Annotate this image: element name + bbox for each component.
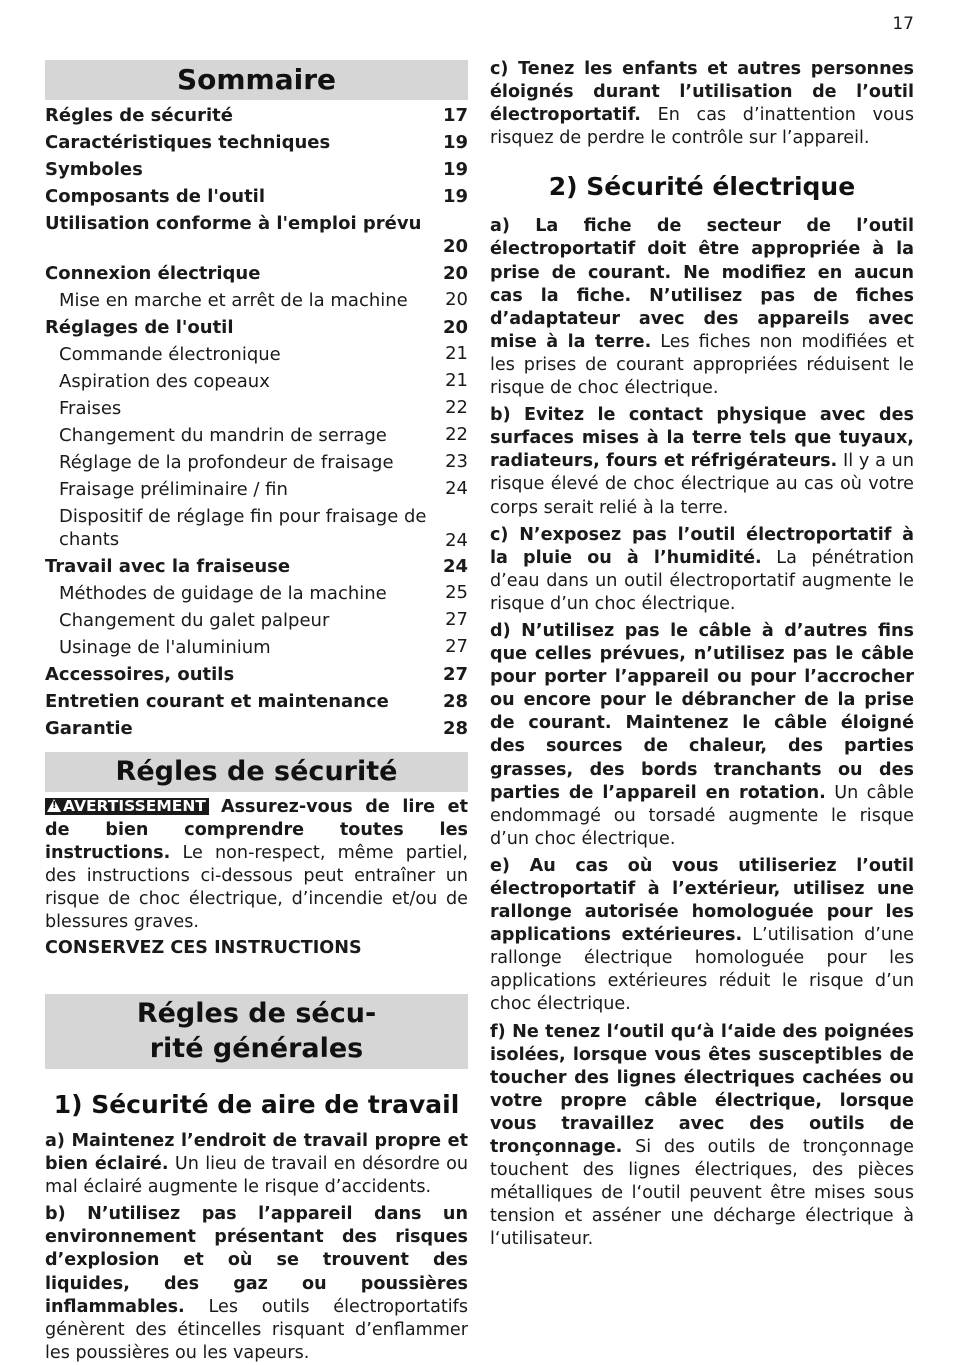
toc-entry-title: Fraisage préliminaire / fin [59, 479, 288, 500]
section1-body [45, 1130, 468, 1365]
regles-securite-heading: Régles de sécurité [45, 752, 468, 792]
toc-entry-title: Garantie [45, 718, 133, 739]
toc-entry-page: 17 [442, 104, 468, 126]
section2-heading: 2) Sécurité électrique [548, 172, 856, 202]
toc-entry[interactable] [45, 689, 468, 716]
toc-entry-title: Changement du mandrin de serrage [59, 425, 387, 446]
section2-item-a [490, 215, 914, 400]
toc-entry-page: 19 [442, 158, 468, 180]
toc-entry-title: Accessoires, outils [45, 664, 235, 685]
item-bold-text: b) N’utilisez pas l’appareil dans un environnement présentant des risques d’explosion et où se trouvent des liquides, des gaz ou poussières inflammables. [45, 1204, 468, 1317]
toc-entry-title: Connexion électrique [45, 263, 261, 284]
warning-paragraph [45, 796, 468, 935]
item-body-text: Un câble endommagé ou torsadé augmente le risque d’un choc électrique. [490, 782, 914, 849]
warning-label-text: AVERTISSEMENT [63, 797, 206, 815]
toc-entry-title: Usinage de l'aluminium [59, 637, 271, 658]
toc-entry-page: 22 [445, 423, 468, 445]
toc-entry-page: 22 [445, 396, 468, 418]
toc-entry-title: Utilisation conforme à l'emploi prévu [45, 213, 422, 234]
toc-entry-page: 19 [442, 185, 468, 207]
warning-body-text: Le non-respect, même partiel, des instructions ci-dessous peut entraîner un risque de choc électrique, d’incendie et/ou de blessures graves. [45, 843, 469, 933]
toc-entry-page: 25 [445, 581, 468, 603]
toc-entry[interactable] [45, 103, 468, 130]
toc-entry-page: 24 [445, 477, 468, 499]
toc-entry-page: 23 [445, 450, 468, 472]
toc-entry-title: Travail avec la fraiseuse [45, 556, 291, 577]
item-bold-text: c) Tenez les enfants et autres personnes éloignés durant l’utilisation de l’outil électroportatif. [490, 59, 914, 126]
toc-entry-title: Aspiration des copeaux [59, 371, 270, 392]
toc-entry-title: Mise en marche et arrêt de la machine [59, 290, 408, 311]
toc-subentry[interactable] [45, 369, 468, 396]
warning-bold-text: Assurez-vous de lire et de bien comprendre toutes les instructions. [45, 797, 468, 864]
toc-subentry[interactable] [45, 477, 468, 504]
toc-entry-title: Dispositif de réglage fin pour fraisage de chants [59, 506, 427, 550]
item-body-text: L’utilisation d’une rallonge électrique homologuée pour les applications extérieures réduit le risque d’un choc électrique. [490, 925, 914, 1015]
item-body-text: Si des outils de tronçonnage touchent des lignes électriques, des pièces métalliques de l‘outil peuvent être mises sous tension et asséner une décharge électrique à l‘utilisateur. [490, 1137, 914, 1250]
toc-entry-page: 20 [445, 288, 468, 310]
item-body-text: Les outils électroportatifs génèrent des étincelles risquant d’enflammer les poussières ou les vapeurs. [45, 1296, 469, 1363]
toc-entry-page: 20 [442, 262, 468, 284]
page-number: 17 [892, 14, 914, 34]
toc-subentry[interactable] [45, 581, 468, 608]
item-bold-text: a) Maintenez l’endroit de travail propre et bien éclairé. [45, 1131, 468, 1175]
warning-triangle-icon [47, 799, 61, 812]
toc-entry-page: 27 [445, 635, 468, 657]
toc-entry[interactable] [45, 157, 468, 184]
regles-generales-heading [45, 994, 468, 1069]
item-bold-text: a) La fiche de secteur de l’outil électroportatif doit être appropriée à la prise de courant. Ne modifiez en aucun cas la fiche. N’utilisez pas de fiches d’adaptateur avec des appareils avec mise à la terre. [490, 216, 914, 352]
warning-label [45, 798, 209, 815]
toc-entry-page: 19 [442, 131, 468, 153]
section2-item-d [490, 620, 914, 851]
toc-subentry[interactable] [45, 342, 468, 369]
section2-item-f [490, 1021, 914, 1252]
toc-entry-page: 27 [442, 663, 468, 685]
section1-heading: 1) Sécurité de aire de travail [53, 1090, 460, 1119]
toc-subentry[interactable] [45, 396, 468, 423]
section1-item-b [45, 1203, 468, 1365]
toc-entry-page: 20 [442, 235, 468, 257]
toc-entry-page: 21 [445, 342, 468, 364]
item-body-text: Il y a un risque élevé de choc électrique au cas où votre corps serait relié à la terre. [490, 451, 914, 518]
item-bold-text: e) Au cas où vous utiliseriez l’outil électroportatif à l’extérieur, utilisez une rallonge autorisée homologuée pour les applications extérieures. [490, 855, 914, 946]
section1-item-a [45, 1130, 468, 1199]
toc-entry-page: 28 [442, 717, 468, 739]
item-body-text: La pénétration d’eau dans un outil électroportatif augmente le risque d’un choc électrique. [490, 547, 914, 614]
toc-entry[interactable] [45, 211, 468, 261]
toc-entry-page: 21 [445, 369, 468, 391]
toc-subentry[interactable] [45, 504, 468, 554]
regles-generales-heading-line2: rité générales [149, 1033, 364, 1064]
toc-entry-page: 27 [445, 608, 468, 630]
toc-entry-page: 24 [445, 529, 468, 551]
toc-entry[interactable] [45, 184, 468, 211]
table-of-contents [45, 103, 468, 743]
toc-entry-title: Régles de sécurité [45, 105, 233, 126]
item-bold-text: f) Ne tenez l‘outil qu‘à l‘aide des poignées isolées, lorsque vous êtes susceptibles de toucher des lignes électriques cachées ou votre propre câble électrique, lorsque vous travaillez avec des outils de tronçonnage. [490, 1021, 914, 1158]
item-bold-text: c) N’exposez pas l’outil électroportatif à la pluie ou à l’humidité. [490, 524, 914, 568]
item-body-text: Un lieu de travail en désordre ou mal éclairé augmente le risque d’accidents. [45, 1154, 469, 1198]
toc-subentry[interactable] [45, 423, 468, 450]
sommaire-heading: Sommaire [45, 60, 468, 100]
section2-item-c [490, 524, 914, 616]
toc-entry-page: 28 [442, 690, 468, 712]
toc-entry[interactable] [45, 261, 468, 288]
toc-entry-page: 24 [442, 555, 468, 577]
item-bold-text: b) Evitez le contact physique avec des surfaces mises à la terre tels que tuyaux, radiateurs, fours et réfrigérateurs. [490, 405, 914, 472]
section2-item-b [490, 404, 914, 519]
toc-entry[interactable] [45, 716, 468, 743]
regles-generales-heading-line1: Régles de sécu- [136, 998, 377, 1029]
toc-entry-title: Caractéristiques techniques [45, 132, 331, 153]
right-column-flow [490, 58, 914, 1252]
toc-entry-page: 20 [442, 316, 468, 338]
toc-entry-title: Symboles [45, 159, 143, 180]
toc-entry[interactable] [45, 662, 468, 689]
toc-entry-title: Changement du galet palpeur [59, 610, 330, 631]
toc-subentry[interactable] [45, 450, 468, 477]
toc-entry-title: Réglages de l'outil [45, 317, 234, 338]
toc-entry[interactable] [45, 315, 468, 342]
section2-item-e [490, 855, 914, 1017]
item-body-text: En cas d’inattention vous risquez de perdre le contrôle sur l’appareil. [490, 105, 915, 149]
toc-entry-title: Composants de l'outil [45, 186, 266, 207]
item-body-text: Les fiches non modifiées et les prises de courant appropriées réduisent le risque de choc électrique. [490, 331, 915, 399]
toc-subentry[interactable] [45, 608, 468, 635]
toc-entry-title: Méthodes de guidage de la machine [59, 583, 387, 604]
toc-entry-title: Entretien courant et maintenance [45, 691, 389, 712]
toc-subentry[interactable] [45, 288, 468, 315]
toc-entry-title: Réglage de la profondeur de fraisage [59, 452, 394, 473]
section1-item-c [490, 58, 914, 150]
keep-instructions: CONSERVEZ CES INSTRUCTIONS [45, 938, 362, 958]
item-bold-text: d) N’utilisez pas le câble à d’autres fins que celles prévues, n’utilisez pas le câble pour porter l’appareil ou pour l’accrocher ou encore pour le débrancher de la prise de courant. Maintenez le câble éloigné des sources de chaleur, des parties grasses, des bords tranchants ou des parties de l’appareil en rotation. [490, 620, 914, 803]
toc-subentry[interactable] [45, 635, 468, 662]
toc-entry[interactable] [45, 554, 468, 581]
toc-entry-title: Fraises [59, 398, 122, 419]
toc-entry[interactable] [45, 130, 468, 157]
toc-entry-title: Commande électronique [59, 344, 281, 365]
